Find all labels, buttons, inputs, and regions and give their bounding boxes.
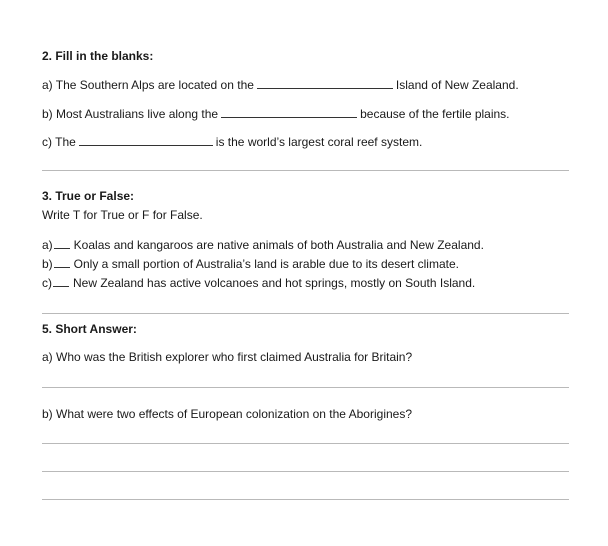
- blank-c-input[interactable]: [79, 134, 213, 146]
- blank-b-input[interactable]: [221, 106, 357, 118]
- item-text: Koalas and kangaroos are native animals of both Australia and New Zealand.: [73, 238, 484, 252]
- blank-a-input[interactable]: [257, 77, 393, 89]
- item-label: a): [42, 238, 53, 252]
- fill-blank-c: [42, 134, 422, 149]
- item-text: New Zealand has active volcanoes and hot springs, mostly on South Island.: [73, 276, 476, 290]
- section-5-title: 5. Short Answer:: [42, 322, 137, 336]
- fill-blank-b-suffix: because of the fertile plains.: [360, 107, 510, 121]
- fill-blank-a-prefix: a) The Southern Alps are located on the: [42, 78, 254, 92]
- fill-blank-a-suffix: Island of New Zealand.: [395, 78, 519, 92]
- item-text: Only a small portion of Australia’s land is arable due to its desert climate.: [73, 257, 459, 271]
- short-answer-question-b: b) What were two effects of European colonization on the Aborigines?: [42, 407, 413, 421]
- fill-blank-b-prefix: b) Most Australians live along the: [42, 107, 219, 121]
- short-answer-question-a: a) Who was the British explorer who first claimed Australia for Britain?: [42, 350, 413, 364]
- answer-blank[interactable]: [53, 275, 69, 287]
- item-label: b): [42, 257, 53, 271]
- answer-line-b2[interactable]: [42, 471, 569, 472]
- fill-blank-c-prefix: c) The: [42, 135, 76, 149]
- item-label: c): [42, 276, 52, 290]
- answer-blank[interactable]: [54, 237, 70, 249]
- fill-blank-a: [42, 77, 519, 92]
- section-divider: [42, 313, 569, 314]
- answer-line-b3[interactable]: [42, 499, 569, 500]
- true-false-item: [42, 237, 484, 252]
- answer-line-b1[interactable]: [42, 443, 569, 444]
- section-2-title: 2. Fill in the blanks:: [42, 49, 154, 63]
- answer-blank[interactable]: [54, 256, 70, 268]
- answer-line-a[interactable]: [42, 387, 569, 388]
- fill-blank-c-suffix: is the world’s largest coral reef system.: [215, 135, 423, 149]
- section-divider: [42, 170, 569, 171]
- true-false-item: [42, 275, 475, 290]
- section-3-instruction: Write T for True or F for False.: [42, 208, 203, 222]
- fill-blank-b: [42, 106, 510, 121]
- section-3-title: 3. True or False:: [42, 189, 135, 203]
- true-false-item: [42, 256, 459, 271]
